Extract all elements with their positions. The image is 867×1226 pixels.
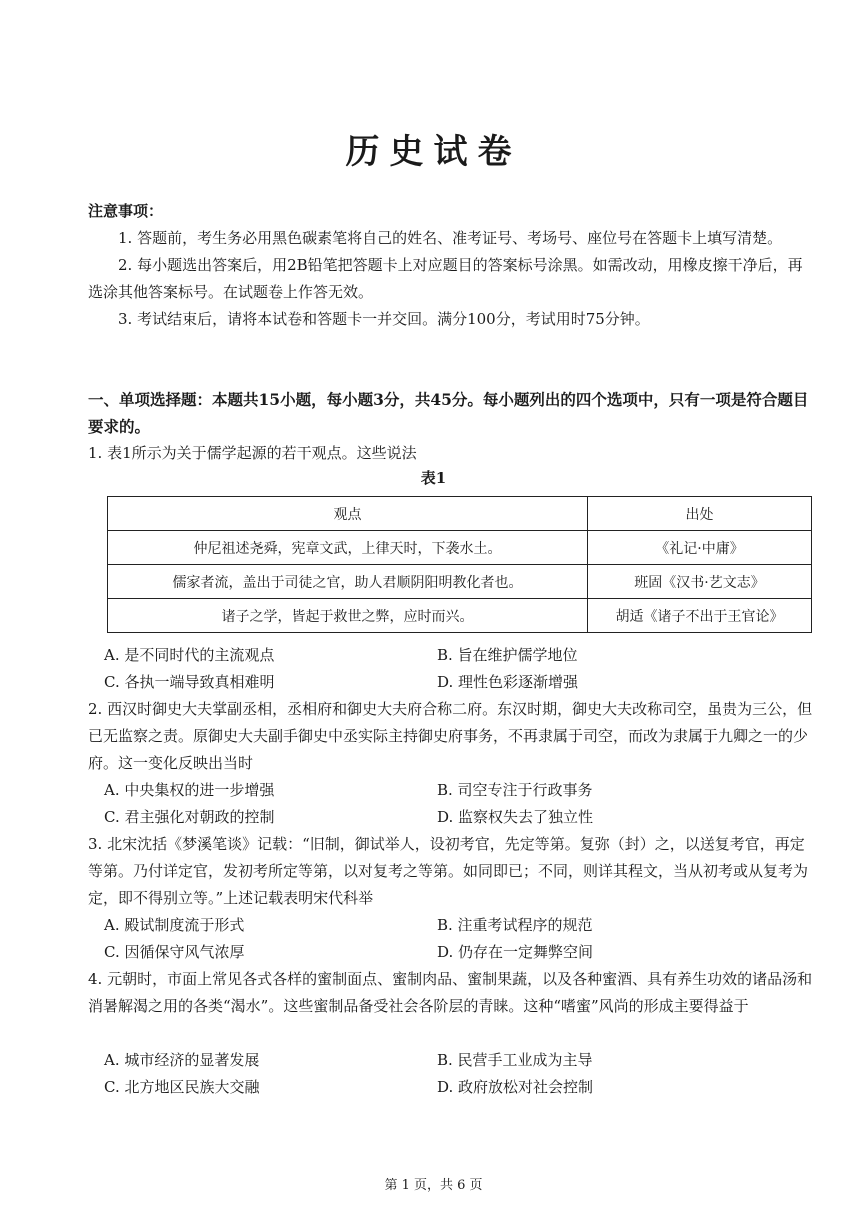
notice-heading: 注意事项： <box>88 202 164 220</box>
question-4-text: 4. 元朝时，市面上常见各式各样的蜜制面点、蜜制肉品、蜜制果蔬，以及各种蜜酒、具有养生功效的诸品汤和消暑解渴之用的各类“渴水”。这些蜜制品备受社会各阶层的青睐。这种“嗜蜜”风尚的形成主要得益于 <box>88 970 813 1015</box>
question-1-options <box>104 642 804 696</box>
question-4-stem <box>88 966 813 1020</box>
option-a[interactable]: A. 城市经济的显著发展 <box>104 1051 260 1069</box>
option-b[interactable]: B. 旨在维护儒学地位 <box>437 646 578 664</box>
table-cell: 胡适《诸子不出于王官论》 <box>588 599 812 633</box>
option-c[interactable]: C. 各执一端导致真相难明 <box>104 673 275 691</box>
table-title: 表1 <box>420 469 447 487</box>
option-a[interactable]: A. 殿试制度流于形式 <box>104 916 245 934</box>
question-2-stem <box>88 696 813 777</box>
option-a[interactable]: A. 中央集权的进一步增强 <box>104 781 275 799</box>
section-heading: 一、单项选择题：本题共15小题，每小题3分，共45分。每小题列出的四个选项中，只有一项是符合题目要求的。 <box>88 390 809 436</box>
option-c[interactable]: C. 北方地区民族大交融 <box>104 1078 260 1096</box>
table-row <box>108 531 812 565</box>
question-3-stem <box>88 831 813 912</box>
question-3-options <box>104 912 804 966</box>
option-c[interactable]: C. 因循保守风气浓厚 <box>104 943 245 961</box>
option-b[interactable]: B. 司空专注于行政事务 <box>437 781 593 799</box>
option-d[interactable]: D. 政府放松对社会控制 <box>437 1078 594 1096</box>
table-row <box>108 599 812 633</box>
question-3-text: 3. 北宋沈括《梦溪笔谈》记载：“旧制，御试举人，设初考官，先定等第。复弥（封）之，以送复考官，再定等第。乃付详定官，发初考所定等第，以对复考之等第。如同即已；不同，则详其程文，当从初考或从复考为定，即不得别立等。”上述记载表明宋代科举 <box>88 835 809 907</box>
page-footer: 第 1 页，共 6 页 <box>384 1178 483 1193</box>
table-cell: 班固《汉书·艺文志》 <box>588 565 812 599</box>
option-b[interactable]: B. 民营手工业成为主导 <box>437 1051 593 1069</box>
page-title: 历史试卷 <box>345 132 522 172</box>
option-b[interactable]: B. 注重考试程序的规范 <box>437 916 593 934</box>
table-header-viewpoint: 观点 <box>108 497 588 531</box>
question-1-stem: 1. 表1所示为关于儒学起源的若干观点。这些说法 <box>88 444 417 462</box>
option-c[interactable]: C. 君主强化对朝政的控制 <box>104 808 275 826</box>
table-cell: 儒家者流，盖出于司徒之官，助人君顺阴阳明教化者也。 <box>108 565 588 599</box>
option-a[interactable]: A. 是不同时代的主流观点 <box>104 646 275 664</box>
question-2-text: 2. 西汉时御史大夫掌副丞相，丞相府和御史大夫府合称二府。东汉时期，御史大夫改称司空，虽贵为三公，但已无监察之责。原御史大夫副手御史中丞实际主持御史府事务，不再隶属于司空，而改为隶属于九卿之一的少府。这一变化反映出当时 <box>88 700 813 772</box>
option-d[interactable]: D. 监察权失去了独立性 <box>437 808 594 826</box>
question-4-options <box>104 1047 804 1101</box>
notice-item: 3. 考试结束后，请将本试卷和答题卡一并交回。满分100分，考试用时75分钟。 <box>118 310 650 328</box>
table-cell: 《礼记·中庸》 <box>588 531 812 565</box>
notice-item: 2. 每小题选出答案后，用2B铅笔把答题卡上对应题目的答案标号涂黑。如需改动，用橡皮擦干净后，再选涂其他答案标号。在试题卷上作答无效。 <box>88 256 803 301</box>
option-d[interactable]: D. 仍存在一定舞弊空间 <box>437 943 594 961</box>
table-row <box>108 565 812 599</box>
notice-item: 1. 答题前，考生务必用黑色碳素笔将自己的姓名、准考证号、考场号、座位号在答题卡上填写清楚。 <box>118 229 783 247</box>
table-header-source: 出处 <box>588 497 812 531</box>
table-cell: 诸子之学，皆起于救世之弊，应时而兴。 <box>108 599 588 633</box>
question-2-options <box>104 777 804 831</box>
notice-list <box>88 225 813 333</box>
viewpoints-table <box>107 496 812 633</box>
option-d[interactable]: D. 理性色彩逐渐增强 <box>437 673 579 691</box>
table-cell: 仲尼祖述尧舜，宪章文武，上律天时，下袭水土。 <box>108 531 588 565</box>
